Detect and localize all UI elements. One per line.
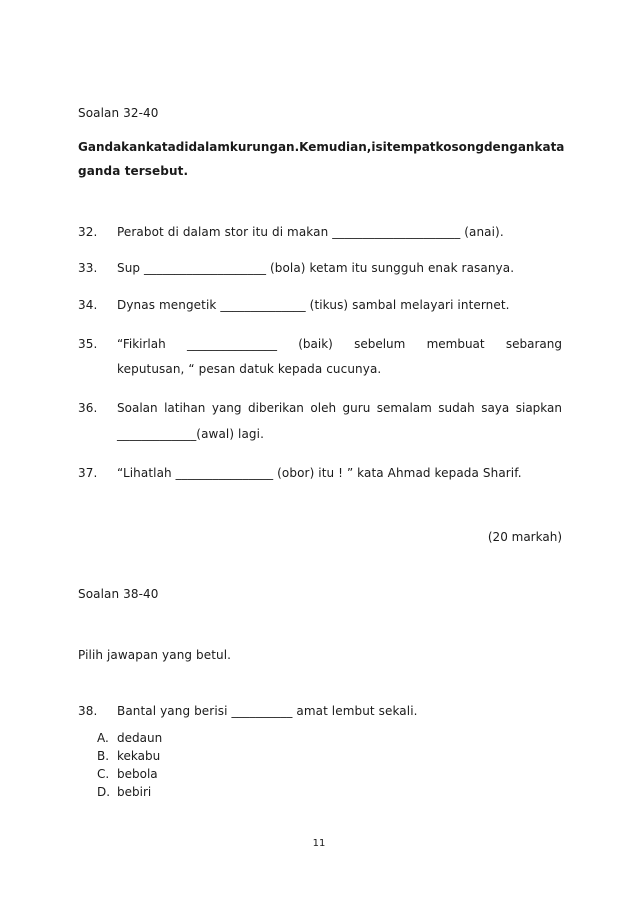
question-36-word: Soalan xyxy=(117,401,158,415)
option-d-text: bebiri xyxy=(117,785,152,799)
question-37-number: 37. xyxy=(78,466,98,480)
question-38-number: 38. xyxy=(78,704,98,718)
question-35-word: sebelum xyxy=(354,337,406,351)
question-34-text: Dynas mengetik ______________ (tikus) sambal melayari internet. xyxy=(117,298,510,312)
section-heading-32-40: Soalan 32-40 xyxy=(78,106,159,120)
question-35-blank: _______________ xyxy=(186,337,277,351)
instruction-word: Kemudian, xyxy=(299,140,372,154)
question-36-line-2: _____________(awal) lagi. xyxy=(117,427,264,441)
question-36-number: 36. xyxy=(78,401,98,415)
instruction-word: kata xyxy=(534,140,565,154)
question-32-text: Perabot di dalam stor itu di makan _____________________ (anai). xyxy=(117,225,504,239)
question-36-word: guru xyxy=(342,401,371,415)
section-2-instruction: Pilih jawapan yang betul. xyxy=(78,648,232,662)
instruction-word: kurungan. xyxy=(229,140,300,154)
instruction-word: kata xyxy=(145,140,176,154)
option-d-letter: D. xyxy=(97,785,111,799)
question-35-line-1 xyxy=(117,337,562,351)
option-c-letter: C. xyxy=(97,767,110,781)
instruction-line-1 xyxy=(78,140,565,154)
instruction-word: di xyxy=(175,140,189,154)
question-36-word: latihan xyxy=(164,401,206,415)
marks-label: (20 markah) xyxy=(487,530,562,544)
option-a-letter: A. xyxy=(97,731,109,745)
question-37-text: “Lihatlah ________________ (obor) itu ! ” kata Ahmad kepada Sharif. xyxy=(117,466,522,480)
question-36-word: sudah xyxy=(438,401,475,415)
option-b-letter: B. xyxy=(97,749,110,763)
page-number: 11 xyxy=(312,838,326,849)
instruction-line-2: ganda tersebut. xyxy=(78,164,189,178)
question-38-text: Bantal yang berisi __________ amat lembut sekali. xyxy=(117,704,418,718)
question-36-word: yang xyxy=(211,401,242,415)
instruction-word: tempat xyxy=(386,140,436,154)
question-35-number: 35. xyxy=(78,337,98,351)
question-35-word: membuat xyxy=(426,337,485,351)
question-32-number: 32. xyxy=(78,225,98,239)
question-36-line-1 xyxy=(117,401,562,415)
question-35-word: “Fikirlah xyxy=(117,337,166,351)
section-heading-38-40: Soalan 38-40 xyxy=(78,587,159,601)
question-36-word: saya xyxy=(481,401,510,415)
question-36-word: oleh xyxy=(310,401,337,415)
question-36-word: semalam xyxy=(376,401,432,415)
option-c-text: bebola xyxy=(117,767,158,781)
question-33-text: Sup ____________________ (bola) ketam itu sungguh enak rasanya. xyxy=(117,261,515,275)
question-36-word: siapkan xyxy=(515,401,562,415)
question-35-word: (baik) xyxy=(298,337,333,351)
instruction-word: Gandakan xyxy=(78,140,146,154)
question-33-number: 33. xyxy=(78,261,98,275)
question-35-word: sebarang xyxy=(505,337,562,351)
option-b-text: kekabu xyxy=(117,749,161,763)
question-36-word: diberikan xyxy=(248,401,304,415)
question-34-number: 34. xyxy=(78,298,98,312)
option-a-text: dedaun xyxy=(117,731,163,745)
instruction-word: isi xyxy=(371,140,387,154)
instruction-word: kosong xyxy=(435,140,484,154)
question-35-line-2: keputusan, “ pesan datuk kepada cucunya. xyxy=(117,362,382,376)
instruction-word: dalam xyxy=(188,140,230,154)
instruction-word: dengan xyxy=(483,140,535,154)
